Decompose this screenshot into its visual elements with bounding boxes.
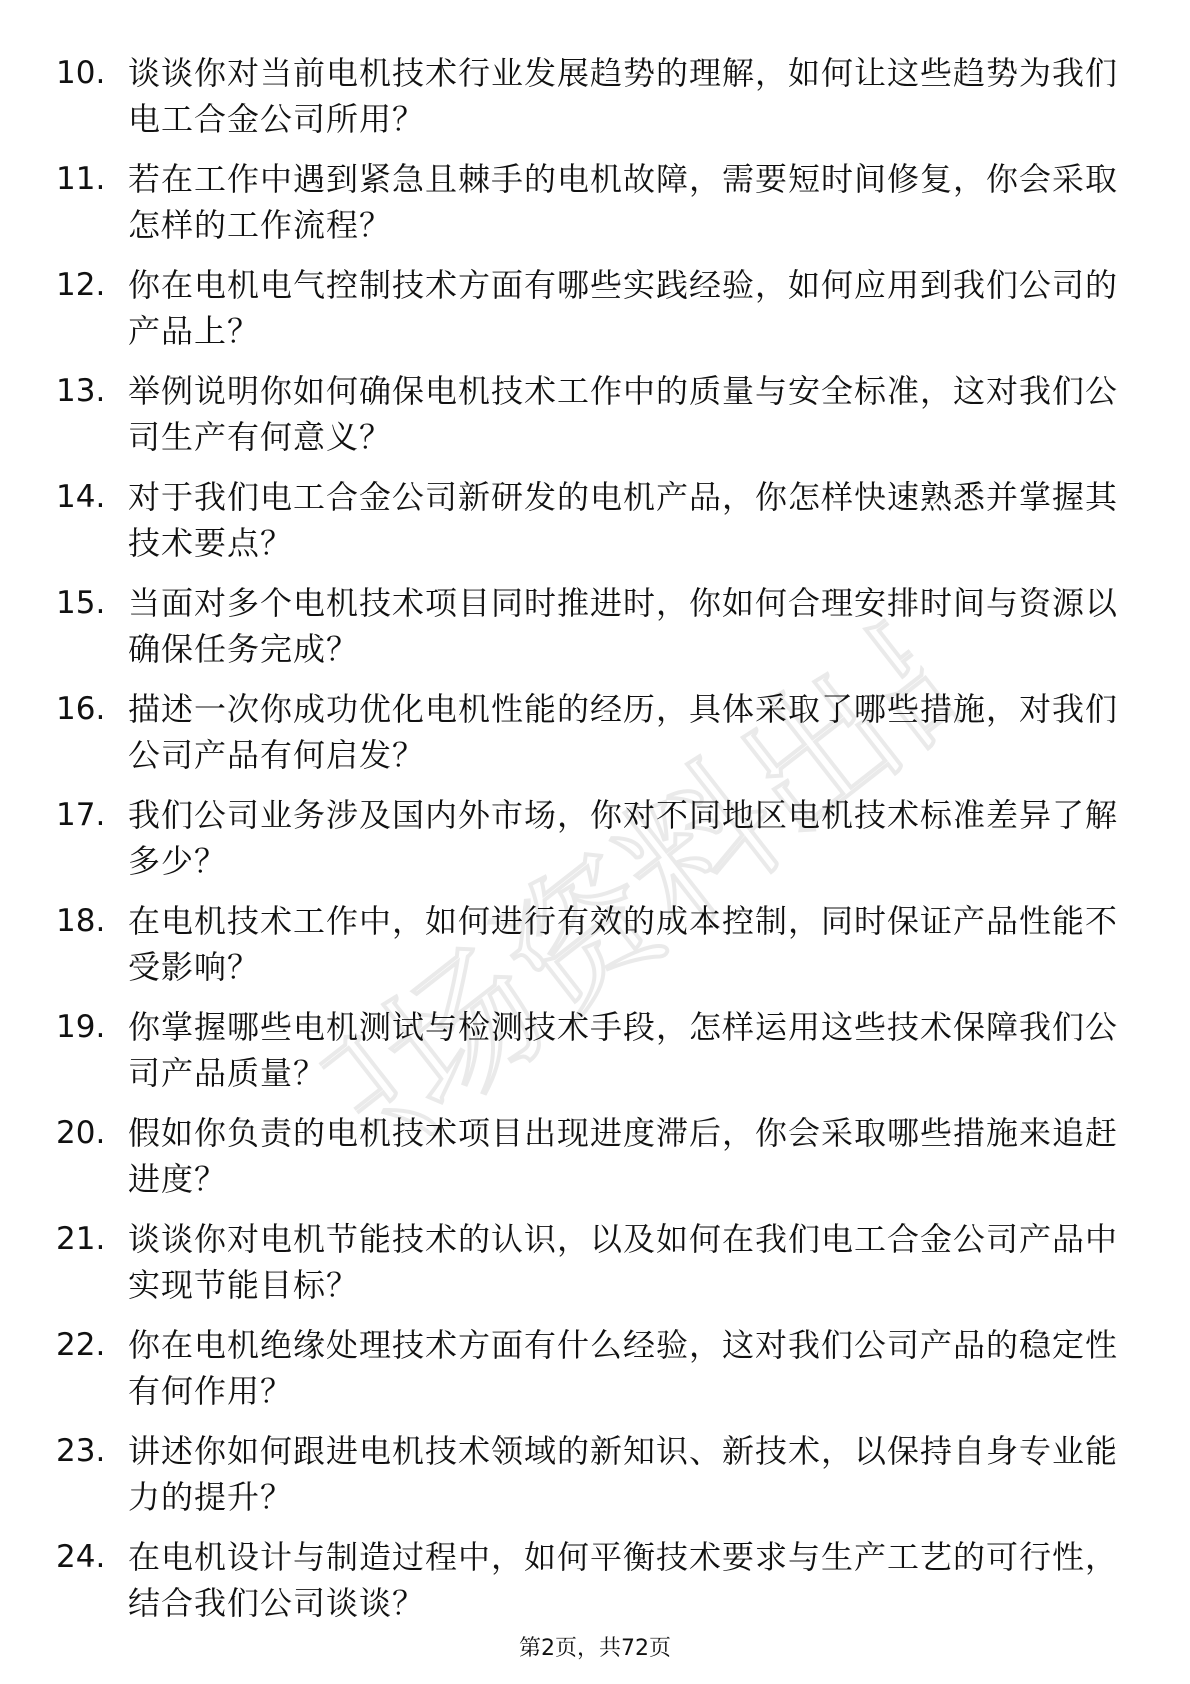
question-item <box>56 50 1136 142</box>
question-item <box>56 1004 1136 1096</box>
question-text: 对于我们电工合金公司新研发的电机产品，你怎样快速熟悉并掌握其技术要点？ <box>128 478 1119 562</box>
question-number: 14. <box>56 479 106 515</box>
question-text: 当面对多个电机技术项目同时推进时，你如何合理安排时间与资源以确保任务完成？ <box>128 584 1119 668</box>
watermark-text: 职场资料出品 <box>276 565 1004 1215</box>
question-item <box>56 262 1136 354</box>
question-number: 20. <box>56 1115 106 1151</box>
question-item <box>56 792 1136 884</box>
question-text: 在电机设计与制造过程中，如何平衡技术要求与生产工艺的可行性，结合我们公司谈谈？ <box>128 1538 1119 1622</box>
question-number: 19. <box>56 1009 106 1045</box>
question-item <box>56 580 1136 672</box>
question-number: 21. <box>56 1221 106 1257</box>
question-item <box>56 1428 1136 1520</box>
question-number: 16. <box>56 691 106 727</box>
question-number: 12. <box>56 267 106 303</box>
question-item <box>56 686 1136 778</box>
question-item <box>56 1110 1136 1202</box>
question-text: 讲述你如何跟进电机技术领域的新知识、新技术，以保持自身专业能力的提升？ <box>128 1432 1119 1516</box>
question-list <box>56 50 1136 1640</box>
question-item <box>56 474 1136 566</box>
question-number: 17. <box>56 797 106 833</box>
question-number: 13. <box>56 373 106 409</box>
question-item <box>56 1216 1136 1308</box>
question-item <box>56 1322 1136 1414</box>
question-text: 举例说明你如何确保电机技术工作中的质量与安全标准，这对我们公司生产有何意义？ <box>128 372 1119 456</box>
question-text: 谈谈你对电机节能技术的认识，以及如何在我们电工合金公司产品中实现节能目标？ <box>128 1220 1119 1304</box>
question-number: 15. <box>56 585 106 621</box>
question-number: 22. <box>56 1327 106 1363</box>
question-text: 谈谈你对当前电机技术行业发展趋势的理解，如何让这些趋势为我们电工合金公司所用？ <box>128 54 1119 138</box>
question-text: 在电机技术工作中，如何进行有效的成本控制，同时保证产品性能不受影响？ <box>128 902 1119 986</box>
question-number: 11. <box>56 161 106 197</box>
question-text: 你在电机绝缘处理技术方面有什么经验，这对我们公司产品的稳定性有何作用？ <box>128 1326 1119 1410</box>
question-item <box>56 898 1136 990</box>
question-text: 若在工作中遇到紧急且棘手的电机故障，需要短时间修复，你会采取怎样的工作流程？ <box>128 160 1119 244</box>
page-footer <box>0 1634 1190 1664</box>
question-text: 你在电机电气控制技术方面有哪些实践经验，如何应用到我们公司的产品上？ <box>128 266 1119 350</box>
question-number: 23. <box>56 1433 106 1469</box>
question-text: 描述一次你成功优化电机性能的经历，具体采取了哪些措施，对我们公司产品有何启发？ <box>128 690 1119 774</box>
question-number: 18. <box>56 903 106 939</box>
question-number: 24. <box>56 1539 106 1575</box>
question-text: 你掌握哪些电机测试与检测技术手段，怎样运用这些技术保障我们公司产品质量？ <box>128 1008 1119 1092</box>
question-item <box>56 1534 1136 1626</box>
question-item <box>56 368 1136 460</box>
question-number: 10. <box>56 55 106 91</box>
question-item <box>56 156 1136 248</box>
question-text: 我们公司业务涉及国内外市场，你对不同地区电机技术标准差异了解多少？ <box>128 796 1119 880</box>
question-text: 假如你负责的电机技术项目出现进度滞后，你会采取哪些措施来追赶进度？ <box>128 1114 1119 1198</box>
page-number-label: 第2页，共72页 <box>519 1636 671 1661</box>
